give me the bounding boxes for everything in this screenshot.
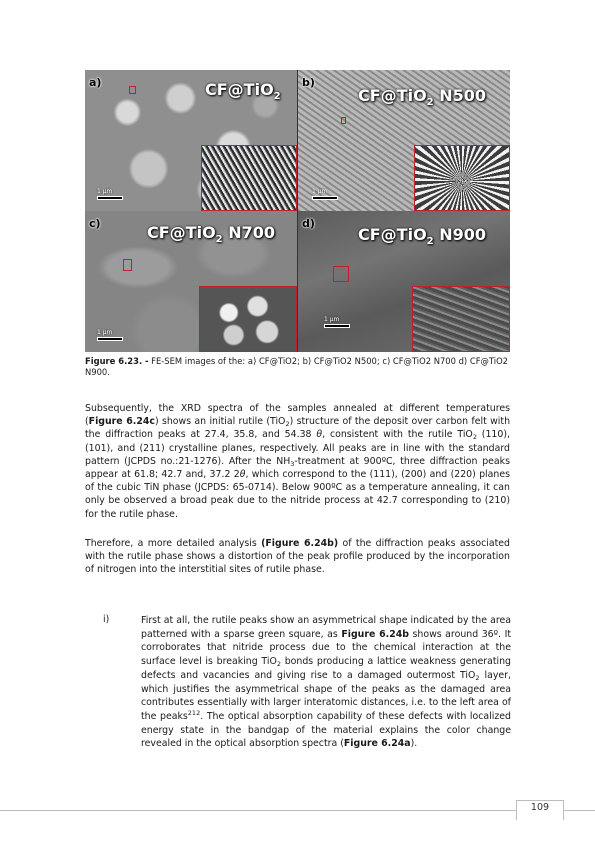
list-marker: i) (103, 614, 110, 625)
figure-caption (85, 356, 510, 378)
panel-title-d-sub: 2 (426, 236, 434, 248)
scale-bar-d (324, 316, 350, 328)
list-figure-ref-1: Figure 6.24b (341, 628, 409, 640)
footer-rule (0, 810, 595, 811)
list-text-5: . The optical absorption capability of these defects with localized energy state in the bandgap of the material explains the color change revealed in the optical absorption spectra ( (141, 710, 511, 750)
zoom-inset-d (412, 286, 510, 352)
panel-letter-d: d) (302, 217, 315, 230)
para1-sub-3: 3 (290, 459, 295, 468)
scale-label-a: 1 µm (97, 188, 113, 195)
panel-title-d-main: CF@TiO (358, 225, 427, 244)
list-text-1: First at all, the rutile peaks show an asymmetrical shape indicated by the area patterned with a sparse green square, as (141, 615, 511, 640)
list-text-6: ). (410, 738, 418, 750)
zoom-inset-c (199, 286, 297, 352)
caption-label: Figure 6.23. - (85, 356, 149, 366)
para1-text-5: (110), (101), and (211) crystalline planes, respectively. All peaks are in line with the standard pattern (JCPDS no.:21-1276). After the NH (85, 429, 511, 467)
panel-title-b (358, 86, 486, 108)
para2-figure-ref: (Figure 6.24b) (261, 538, 339, 549)
para2-text-1: Therefore, a more detailed analysis (85, 538, 262, 549)
para1-text-4: , consistent with the rutile TiO (322, 429, 473, 441)
scale-line-c (97, 337, 123, 341)
panel-title-a-main: CF@TiO (205, 80, 274, 99)
panel-title-d (358, 225, 486, 247)
para1-text-3: ) structure of the deposit over carbon felt with the diffraction peaks at 27.4, 35.8, and 54.38 (85, 416, 511, 441)
body-paragraph-analysis (85, 537, 510, 577)
para2-text-2: of the diffraction peaks associated with the rutile phase shows a distortion of the peak profile produced by the incorporation of nitrogen into the interstitial sites of rutile phase. (85, 538, 510, 576)
zoom-inset-b (414, 145, 510, 211)
list-citation: 212 (187, 708, 201, 717)
list-sub-1: 2 (276, 660, 281, 669)
list-text-3: bonds producing a lattice weakness generating defects and vacancies and giving rise to a damaged outermost TiO (141, 656, 511, 681)
panel-letter-c: c) (89, 217, 101, 230)
list-text-2: shows around 36º. It corroborates that nitride process due to the chemical interaction at the surface level is breaking TiO (141, 628, 512, 668)
sem-figure (85, 70, 510, 352)
para1-text-6: -treatment at 900ºC, three diffraction peaks appear at 61.8; 42.7 and, 37.2 2 (85, 455, 510, 481)
para1-sub-1: 2 (285, 420, 290, 429)
panel-title-b-main: CF@TiO (358, 86, 427, 105)
zoom-inset-a (201, 145, 297, 211)
para1-text-7: , which correspond to the (111), (200) and (220) planes of the cubic TiN phase (JCPDS: 65-0714). Below 900ºC as a temperature annealing, it can only be observed a broad peak due to the nitride process at 42.7 corresponding to (210) for the rutile phase. (85, 469, 510, 520)
scale-line-a (97, 196, 123, 200)
sem-panel-d (298, 211, 510, 352)
panel-title-b-suffix: N500 (433, 86, 486, 105)
sem-panel-a (85, 70, 297, 211)
zoom-marker-b (341, 117, 346, 124)
scale-line-b (312, 196, 338, 200)
list-item-body (141, 614, 511, 751)
scale-label-c: 1 µm (97, 329, 113, 336)
body-paragraph-xrd (85, 402, 510, 521)
panel-title-a-sub: 2 (273, 91, 281, 103)
para1-theta-1: θ (316, 429, 323, 441)
zoom-marker-d (333, 266, 349, 282)
panel-title-d-suffix: N900 (433, 225, 486, 244)
zoom-marker-c (123, 259, 132, 271)
zoom-marker-a (129, 86, 136, 94)
scale-label-b: 1 µm (312, 188, 328, 195)
scale-line-d (324, 324, 350, 328)
list-figure-ref-2: Figure 6.24a (343, 738, 411, 750)
panel-letter-b: b) (302, 76, 315, 89)
sem-panel-b (298, 70, 510, 211)
list-sub-2: 2 (475, 673, 480, 682)
panel-title-c-sub: 2 (215, 234, 223, 246)
panel-title-c-main: CF@TiO (147, 223, 216, 242)
sem-panel-c (85, 211, 297, 352)
scale-label-d: 1 µm (324, 316, 340, 323)
para1-text-1: Subsequently, the XRD spectra of the samples annealed at different temperatures ( (85, 403, 510, 428)
panel-letter-a: a) (89, 76, 102, 89)
panel-title-c (147, 223, 275, 245)
scale-bar-a (97, 188, 123, 200)
scale-bar-c (97, 329, 123, 341)
scale-bar-b (312, 188, 338, 200)
para1-theta-2: θ (239, 469, 246, 481)
panel-title-b-sub: 2 (426, 97, 434, 109)
panel-title-c-suffix: N700 (222, 223, 275, 242)
page-number: 109 (530, 802, 550, 813)
list-text-4: layer, which justifies the asymmetrical shape of the peaks as the damaged area contributes essentially with larger interatomic distances, i.e. to the left area of the peaks (141, 669, 511, 722)
para1-text-2: ) shows an initial rutile (TiO (154, 416, 286, 428)
para1-sub-2: 2 (472, 433, 477, 442)
para1-figure-ref: Figure 6.24c (88, 416, 155, 428)
caption-text: FE-SEM images of the: a) CF@TiO2; b) CF@TiO2 N500; c) CF@TiO2 N700 d) CF@TiO2 N900. (85, 356, 509, 377)
panel-title-a (205, 80, 281, 102)
